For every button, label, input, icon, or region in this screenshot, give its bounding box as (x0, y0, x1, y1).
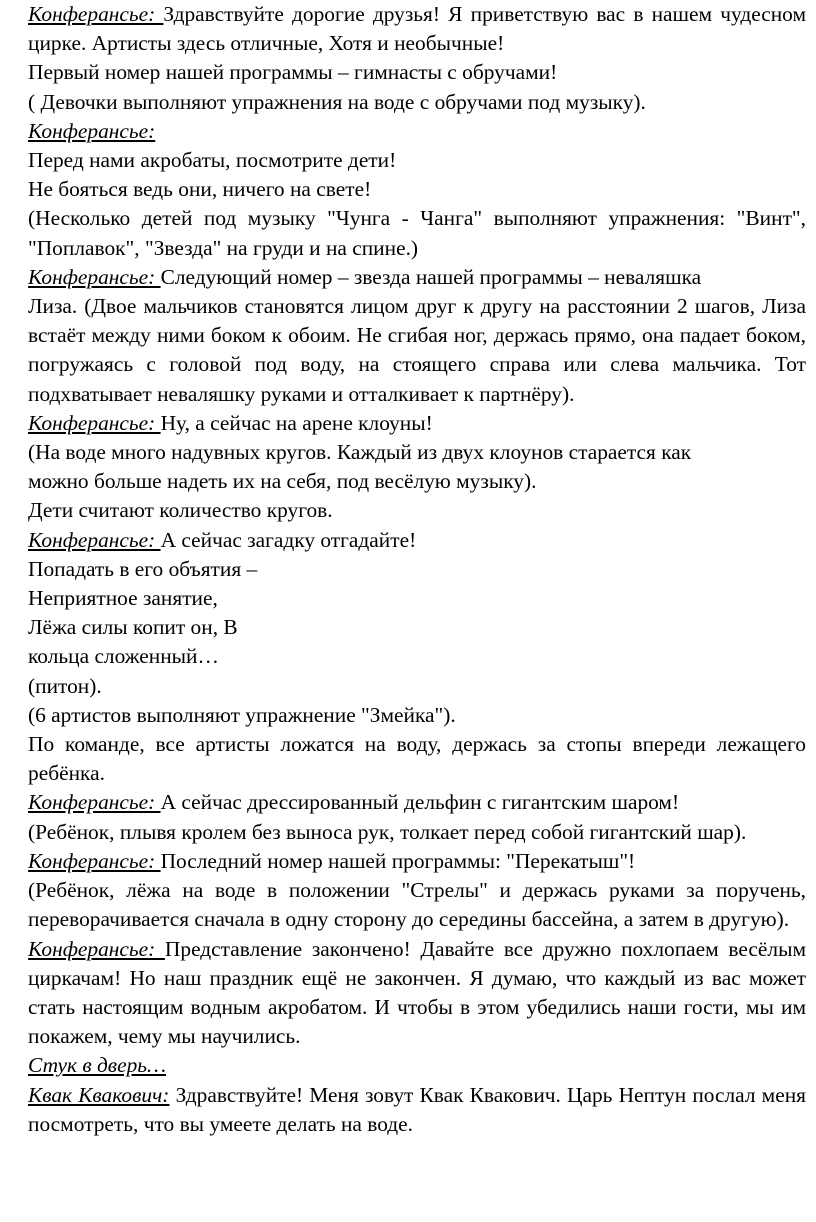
paragraph-25 (28, 1081, 806, 1139)
speaker-konferansie: Конферансье: (28, 936, 165, 961)
paragraph-speaker-only (28, 117, 806, 146)
paragraph-text: Последний номер нашей программы: "Перекатыш"! (160, 848, 636, 873)
paragraph-17: (питон). (28, 673, 102, 698)
paragraph-20 (28, 788, 806, 817)
paragraph-2: Первый номер нашей программы – гимнасты с обручами! (28, 60, 558, 85)
stage-direction-knock: Стук в дверь… (28, 1053, 167, 1078)
paragraph-22 (28, 847, 806, 876)
paragraph-11: Дети считают количество кругов. (28, 498, 333, 523)
paragraph-text: Здравствуйте! Меня зовут Квак Квакович. Царь Нептун послал меня посмотреть, что вы умеете делать на воде. (28, 1082, 806, 1136)
paragraph-text: Следующий номер – звезда нашей программы – неваляшка (160, 264, 702, 289)
paragraph-7 (28, 263, 806, 292)
paragraph-text: Здравствуйте дорогие друзья! Я приветствую вас в нашем чудесном цирке. Артисты здесь отличные, Хотя и необычные! (28, 2, 806, 56)
paragraph-15: Лёжа силы копит он, В (28, 615, 238, 640)
speaker-kvak: Квак Квакович: (28, 1082, 170, 1107)
speaker-konferansie: Конферансье: (28, 848, 161, 873)
paragraph-21: (Ребёнок, плывя кролем без выноса рук, толкает перед собой гигантский шар). (28, 819, 747, 844)
speaker-konferansie: Конферансье: (28, 790, 161, 815)
paragraph-12 (28, 526, 806, 555)
paragraph-10: (На воде много надувных кругов. Каждый из двух клоунов старается как можно больше надеть их на себя, под весёлую музыку). (28, 440, 692, 494)
paragraph-18: (6 артистов выполняют упражнение "Змейка"). (28, 702, 456, 727)
speaker-konferansie: Конферансье: (28, 264, 161, 289)
paragraph-8: Лиза. (Двое мальчиков становятся лицом друг к другу на расстоянии 2 шагов, Лиза встаёт между ними боком к обоим. Не сгибая ног, держась прямо, она падает боком, погружаясь с головой под воду, на стоящего справа или слева мальчика. Тот подхватывает неваляшку руками и отталкивает к партнёру). (28, 294, 806, 406)
paragraph-stage-direction (28, 1051, 806, 1080)
paragraph-3: ( Девочки выполняют упражнения на воде с обручами под музыку). (28, 89, 646, 114)
speaker-konferansie: Конферансье: (28, 118, 156, 143)
paragraph-13: Попадать в его объятия – (28, 556, 258, 581)
speaker-konferansie: Конферансье: (28, 527, 161, 552)
paragraph-text: А сейчас загадку отгадайте! (160, 527, 417, 552)
paragraph-16: кольца сложенный… (28, 644, 219, 669)
speaker-konferansie: Конферансье: (28, 2, 164, 26)
paragraph-19: По команде, все артисты ложатся на воду, держась за стопы впереди лежащего ребёнка. (28, 732, 806, 786)
speaker-konferansie: Конферансье: (28, 410, 161, 435)
paragraph-4: Перед нами акробаты, посмотрите дети! (28, 148, 397, 173)
paragraph-24 (28, 935, 806, 1052)
paragraph-1 (28, 0, 806, 58)
paragraph-text: А сейчас дрессированный дельфин с гигантским шаром! (160, 790, 680, 815)
paragraph-text: Представление закончено! Давайте все дружно похлопаем весёлым циркачам! Но наш праздник ещё не закончен. Я думаю, что каждый из вас может стать настоящим водным акробатом. И чтобы в этом убедились наши гости, мы им покажем, чему мы научились. (28, 936, 806, 1049)
paragraph-14: Неприятное занятие, (28, 586, 218, 611)
paragraph-9 (28, 409, 806, 438)
paragraph-5: Не бояться ведь они, ничего на свете! (28, 177, 372, 202)
paragraph-6: (Несколько детей под музыку "Чунга - Чанга" выполняют упражнения: "Винт", "Поплавок", "Звезда" на груди и на спине.) (28, 206, 806, 260)
paragraph-text: Ну, а сейчас на арене клоуны! (160, 410, 433, 435)
paragraph-23: (Ребёнок, лёжа на воде в положении "Стрелы" и держась руками за поручень, переворачивается сначала в одну сторону до середины бассейна, а затем в другую). (28, 878, 806, 932)
